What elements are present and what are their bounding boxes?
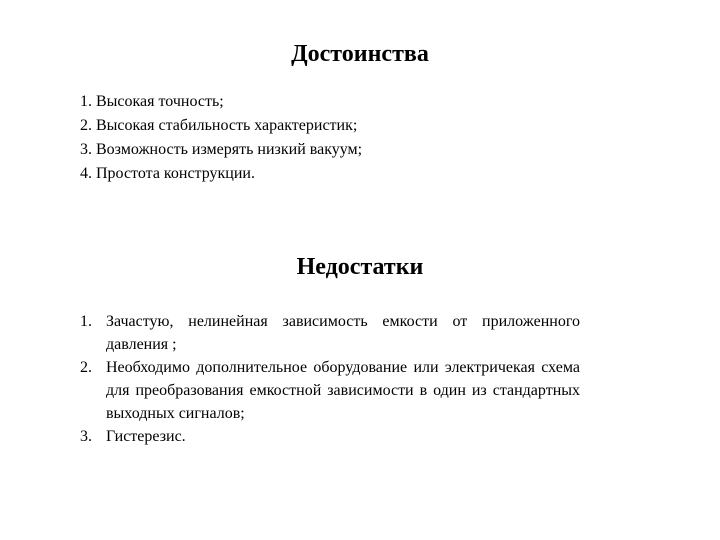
- advantage-item-3: 3. Возможность измерять низкий вакуум;: [80, 141, 363, 158]
- disadvantage-number: 2.: [80, 359, 92, 376]
- advantage-item-4: 4. Простота конструкции.: [80, 165, 255, 182]
- disadvantage-number: 1.: [80, 313, 92, 330]
- advantages-list: [80, 90, 600, 186]
- disadvantage-text: Зачастую, нелинейная зависимость емкости от приложенного давления ;: [106, 313, 580, 353]
- advantages-title: Достоинства: [291, 41, 429, 67]
- disadvantage-item-2: [80, 356, 580, 425]
- advantage-item-2: 2. Высокая стабильность характеристик;: [80, 117, 358, 134]
- disadvantages-list: [80, 310, 580, 448]
- advantage-item-1: 1. Высокая точность;: [80, 93, 224, 110]
- disadvantage-item-3: [80, 425, 580, 448]
- disadvantage-number: 3.: [80, 428, 92, 445]
- disadvantage-item-1: [80, 310, 580, 356]
- disadvantage-text: Необходимо дополнительное оборудование или электричекая схема для преобразования емкостной зависимости в один из стандартных выходных сигналов;: [106, 359, 580, 422]
- disadvantages-title: Недостатки: [296, 254, 424, 280]
- disadvantage-text: Гистерезис.: [106, 428, 186, 445]
